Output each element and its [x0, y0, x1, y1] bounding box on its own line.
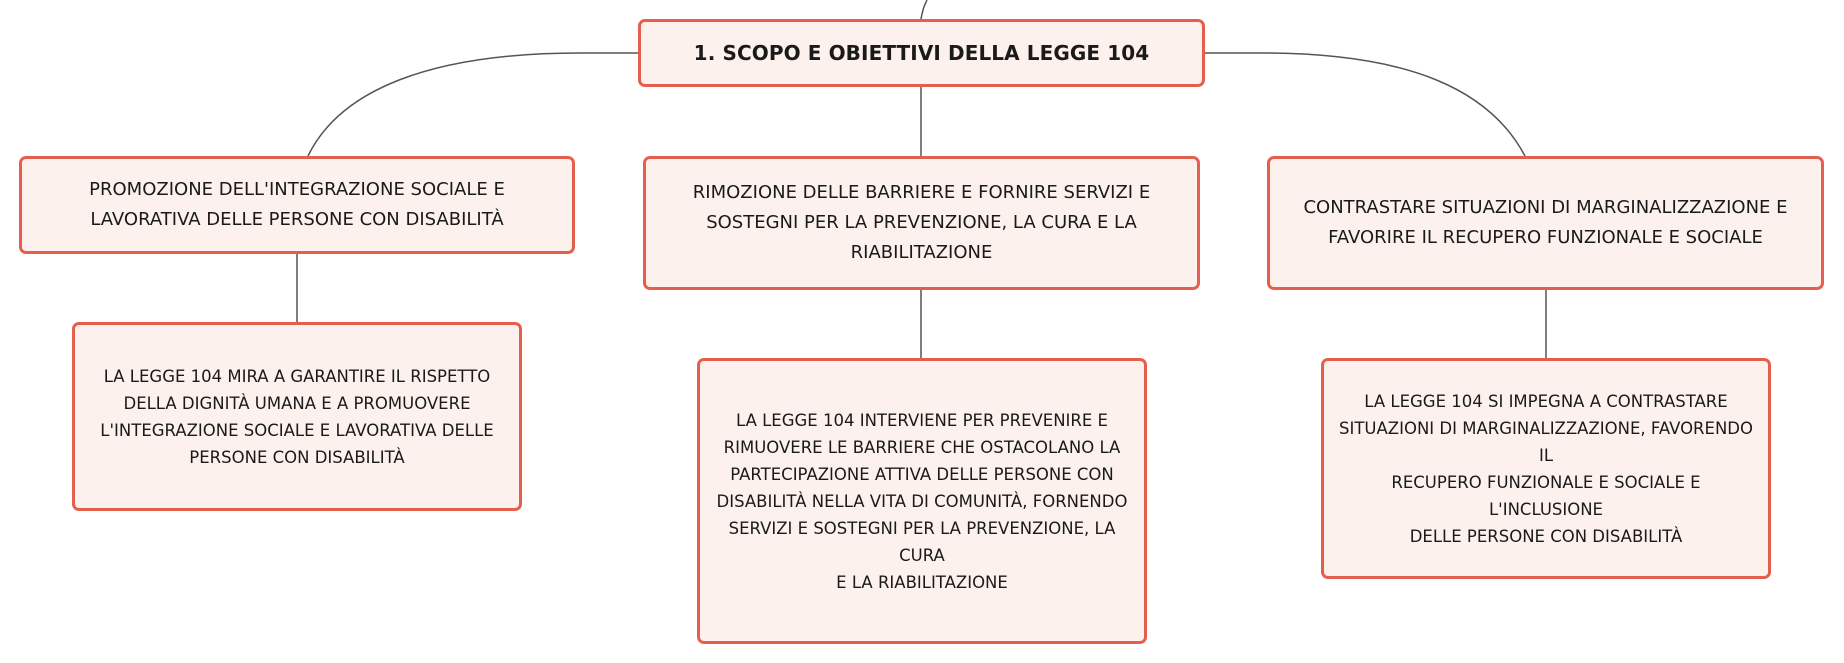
branch-text-line: RIMOZIONE DELLE BARRIERE E FORNIRE SERVIZI E — [692, 182, 1151, 203]
branch-text-line: RIABILITAZIONE — [850, 242, 993, 263]
branch-node-text — [693, 178, 1150, 268]
detail-text-line: LA LEGGE 104 SI IMPEGNA A CONTRASTARE — [1364, 391, 1728, 411]
branch-text-line: PROMOZIONE DELL'INTEGRAZIONE SOCIALE E — [89, 179, 505, 200]
detail-text-line: DELLE PERSONE CON DISABILITÀ — [1409, 526, 1683, 546]
root-topic-label: 1. SCOPO E OBIETTIVI DELLA LEGGE 104 — [693, 41, 1150, 65]
detail-text-line: DELLA DIGNITÀ UMANA E A PROMUOVERE — [123, 393, 471, 413]
branch-node-text — [1303, 193, 1787, 253]
detail-text-line: RIMUOVERE LE BARRIERE CHE OSTACOLANO LA — [723, 437, 1121, 457]
detail-text-line: L'INTEGRAZIONE SOCIALE E LAVORATIVA DELLE — [100, 420, 494, 440]
detail-node-text — [100, 363, 493, 471]
detail-node-rimozione-barriere[interactable] — [697, 358, 1147, 644]
connector-root-to-branch-3 — [1205, 53, 1525, 156]
detail-node-text — [1332, 388, 1760, 550]
detail-text-line: SERVIZI E SOSTEGNI PER LA PREVENZIONE, LA CURA — [728, 518, 1116, 565]
branch-text-line: CONTRASTARE SITUAZIONI DI MARGINALIZZAZIONE E — [1303, 197, 1788, 218]
detail-text-line: PERSONE CON DISABILITÀ — [189, 447, 405, 467]
detail-node-integrazione[interactable] — [72, 322, 522, 511]
connector-parent-to-root — [921, 0, 927, 19]
detail-text-line: RECUPERO FUNZIONALE E SOCIALE E L'INCLUSIONE — [1391, 472, 1701, 519]
root-topic-node[interactable] — [638, 19, 1205, 87]
detail-text-line: E LA RIABILITAZIONE — [836, 572, 1008, 592]
branch-text-line: SOSTEGNI PER LA PREVENZIONE, LA CURA E LA — [706, 212, 1137, 233]
detail-node-contrastare-marginalizzazione[interactable] — [1321, 358, 1771, 579]
detail-text-line: DISABILITÀ NELLA VITA DI COMUNITÀ, FORNENDO — [716, 491, 1128, 511]
branch-node-text — [89, 175, 505, 235]
detail-text-line: SITUAZIONI DI MARGINALIZZAZIONE, FAVORENDO IL — [1339, 418, 1753, 465]
branch-node-contrastare-marginalizzazione[interactable] — [1267, 156, 1824, 290]
branch-text-line: FAVORIRE IL RECUPERO FUNZIONALE E SOCIALE — [1328, 227, 1763, 248]
detail-text-line: LA LEGGE 104 INTERVIENE PER PREVENIRE E — [736, 410, 1108, 430]
detail-node-text — [708, 407, 1136, 596]
branch-text-line: LAVORATIVA DELLE PERSONE CON DISABILITÀ — [90, 209, 504, 230]
branch-node-rimozione-barriere[interactable] — [643, 156, 1200, 290]
detail-text-line: LA LEGGE 104 MIRA A GARANTIRE IL RISPETTO — [103, 366, 491, 386]
detail-text-line: PARTECIPAZIONE ATTIVA DELLE PERSONE CON — [730, 464, 1114, 484]
connector-root-to-branch-1 — [308, 53, 638, 156]
branch-node-integrazione[interactable] — [19, 156, 575, 254]
